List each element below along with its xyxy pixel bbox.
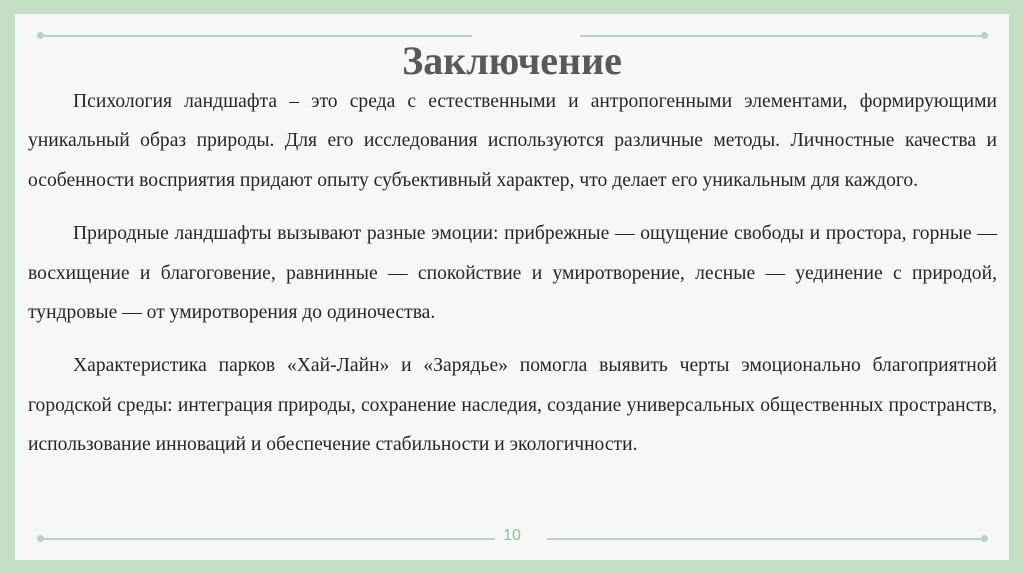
paragraph-1: Психология ландшафта – это среда с естественными и антропогенными элементами, формирующими уникальный образ природы. Для его исследования используются различные методы. Личностные качества и особенности восприятия придают опыту субъективный характер, что делает его уникальным для каждого. xyxy=(28,91,997,191)
page-number: 10 xyxy=(503,527,521,544)
top-right-rule xyxy=(580,35,983,37)
paragraph-2: Природные ландшафты вызывают разные эмоции: прибрежные — ощущение свободы и простора, горные — восхищение и благоговение, равнинные — спокойствие и умиротворение, лесные — уединение с природой, тундровые — от умиротворения до одиночества. xyxy=(28,223,997,324)
slide-title: Заключение xyxy=(402,38,622,83)
slide-body xyxy=(28,82,997,479)
paragraph-3: Характеристика парков «Хай-Лайн» и «Зарядье» помогла выявить черты эмоционально благоприятной городской среды: интеграция природы, сохранение наследия, создание универсальных общественных пространств, использование инноваций и обеспечение стабильности и экологичности. xyxy=(28,355,997,456)
top-left-rule xyxy=(40,35,472,37)
slide xyxy=(15,14,1009,560)
